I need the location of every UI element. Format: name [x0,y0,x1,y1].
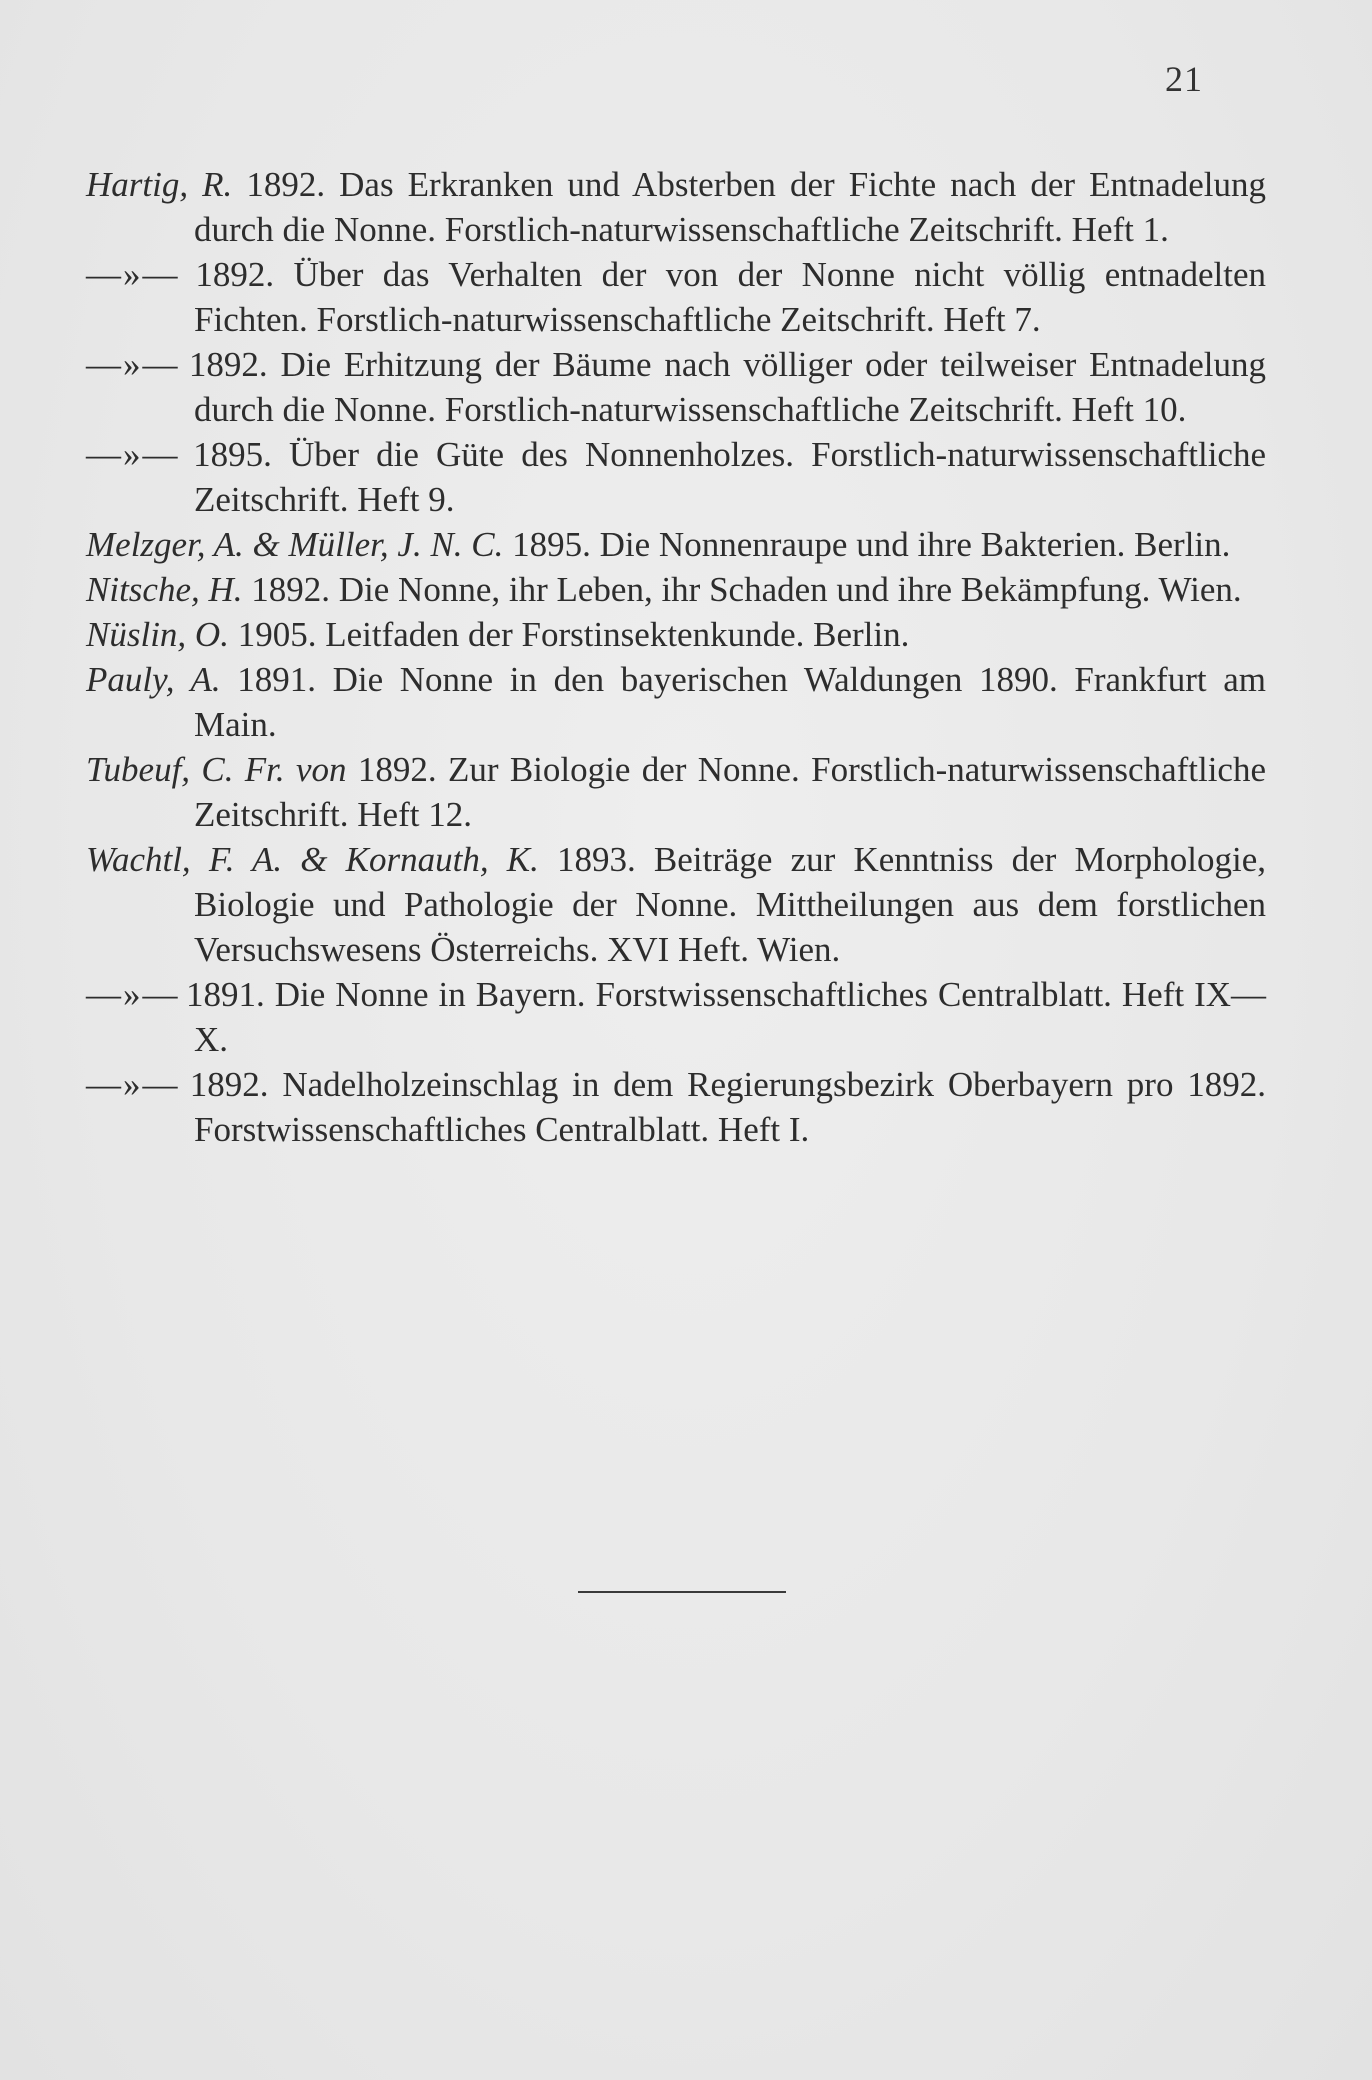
reference-entry [86,162,1266,252]
reference-text: 1891. Die Nonne in Bayern. Forstwissenschaftliches Centralblatt. Heft IX—X. [176,975,1266,1059]
ditto-mark: —»— [86,435,180,474]
reference-entry [86,432,1266,522]
reference-entry [86,1062,1266,1152]
reference-text: 1892. Die Erhitzung der Bäume nach völliger oder teilweiser Entnadelung durch die Nonne. Forstlich-naturwissenschaftliche Zeitschrift. Heft 10. [176,345,1266,429]
reference-author: Wachtl, F. A. & Kornauth, K. [86,840,539,879]
reference-text: 1892. Über das Verhalten der von der Nonne nicht völlig entnadelten Fichten. Forstlich-naturwissenschaftliche Zeitschrift. Heft 7. [176,255,1266,339]
reference-text: 1892. Das Erkranken und Absterben der Fichte nach der Entnadelung durch die Nonne. Forstlich-naturwissenschaftliche Zeitschrift. Heft 1. [194,165,1266,249]
ditto-mark: —»— [86,975,180,1014]
reference-text: 1892. Zur Biologie der Nonne. Forstlich-naturwissenschaftliche Zeitschrift. Heft 12. [194,750,1267,834]
reference-text: 1895. Die Nonnenraupe und ihre Bakterien. Berlin. [503,525,1231,564]
reference-entry [86,747,1266,837]
page-number: 21 [1165,59,1203,99]
reference-entry [86,567,1266,612]
reference-text: 1905. Leitfaden der Forstinsektenkunde. Berlin. [228,615,910,654]
reference-text: 1892. Nadelholzeinschlag in dem Regierungsbezirk Oberbayern pro 1892. Forstwissenschaftliches Centralblatt. Heft I. [176,1065,1266,1149]
reference-list [86,162,1266,1152]
reference-text: 1895. Über die Güte des Nonnenholzes. Forstlich-naturwissenschaftliche Zeitschrift. Heft 9. [176,435,1266,519]
reference-author: Pauly, A. [86,660,221,699]
reference-entry [86,252,1266,342]
reference-entry [86,342,1266,432]
reference-author: Nitsche, H. [86,570,243,609]
reference-text: 1892. Die Nonne, ihr Leben, ihr Schaden und ihre Bekämpfung. Wien. [242,570,1242,609]
reference-author: Melzger, A. & Müller, J. N. C. [86,525,504,564]
reference-entry [86,972,1266,1062]
reference-entry [86,837,1266,972]
reference-entry [86,522,1266,567]
ditto-mark: —»— [86,1065,180,1104]
ditto-mark: —»— [86,255,180,294]
reference-entry [86,612,1266,657]
ditto-mark: —»— [86,345,180,384]
reference-text: 1891. Die Nonne in den bayerischen Waldungen 1890. Frankfurt am Main. [194,660,1266,744]
reference-author: Hartig, R. [86,165,233,204]
reference-text: 1893. Beiträge zur Kenntniss der Morphologie, Biologie und Pathologie der Nonne. Mittheilungen aus dem forstlichen Versuchswesens Österreichs. XVI Heft. Wien. [194,840,1266,969]
reference-author: Tubeuf, C. Fr. von [86,750,347,789]
reference-author: Nüslin, O. [86,615,229,654]
section-end-rule [578,1591,786,1593]
reference-entry [86,657,1266,747]
